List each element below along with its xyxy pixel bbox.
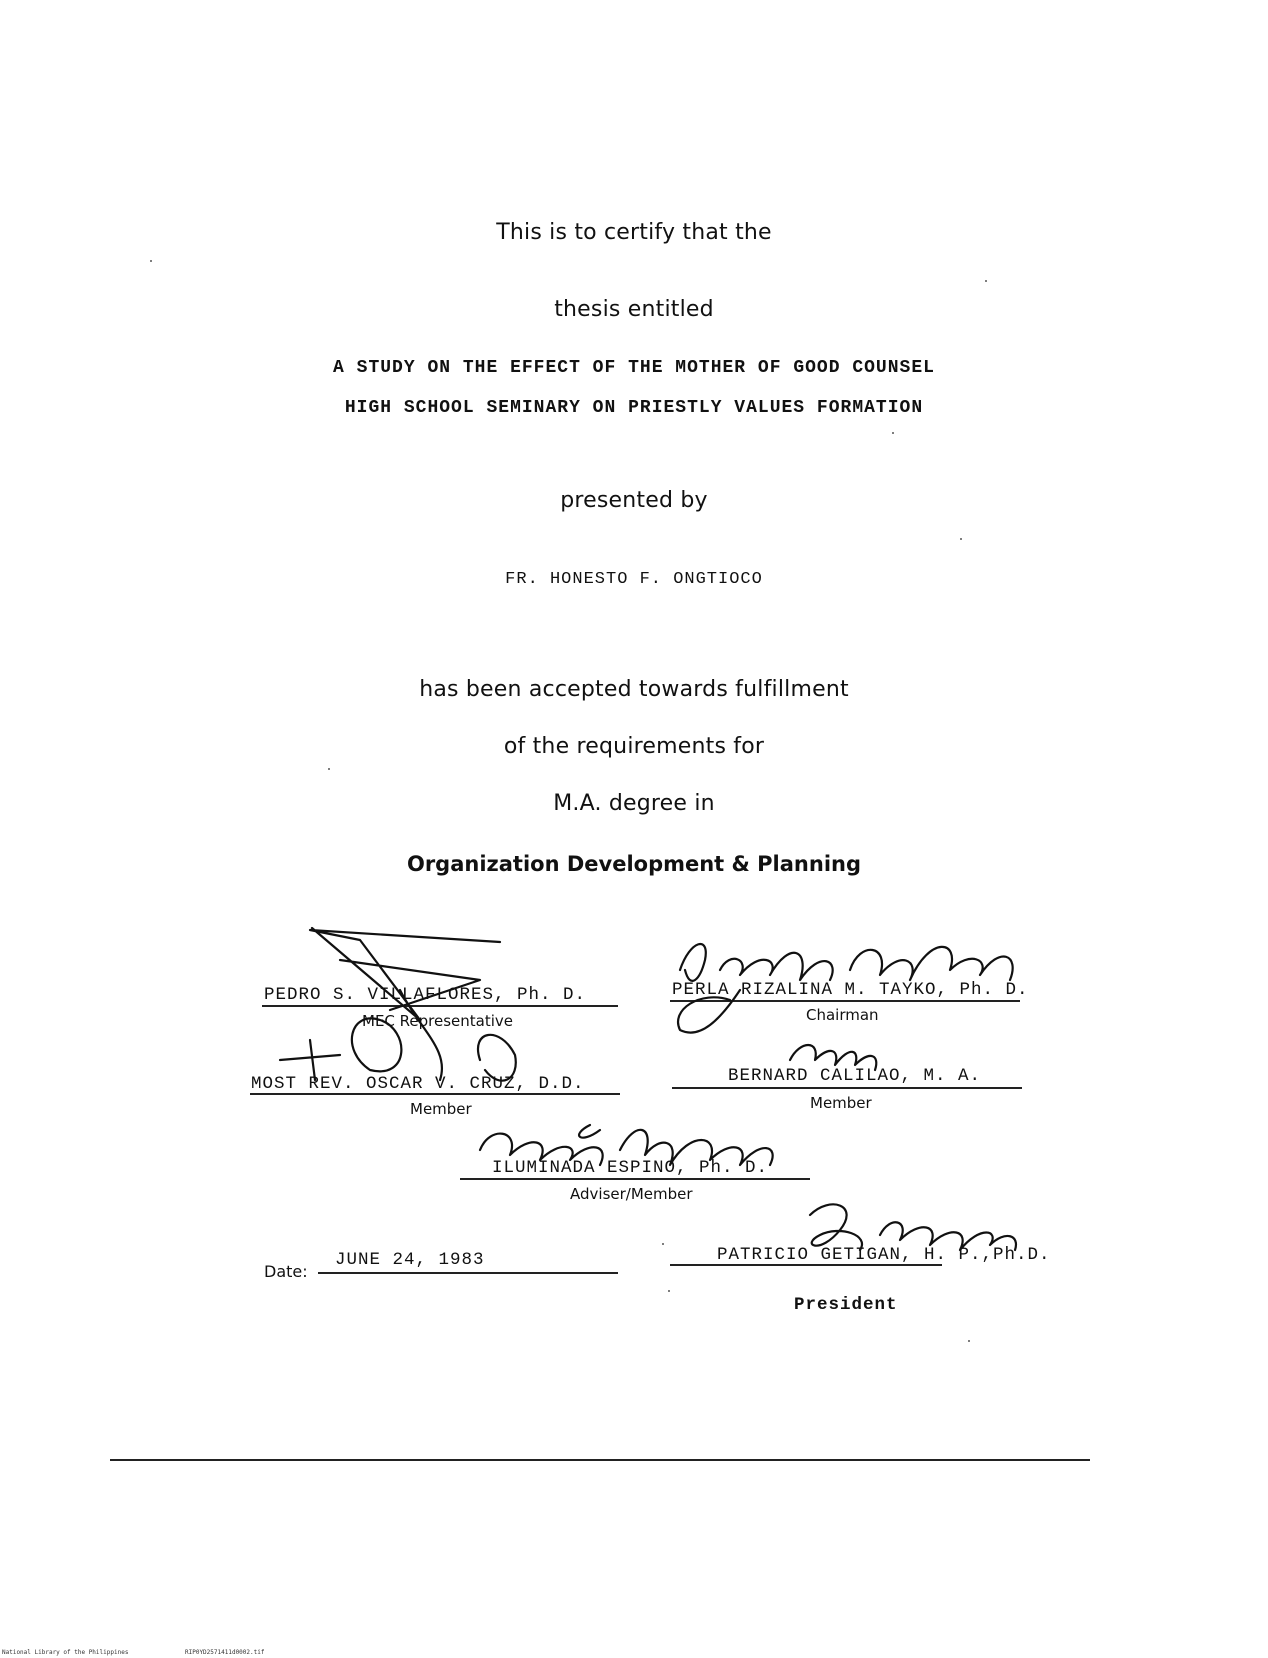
author-name: FR. HONESTO F. ONGTIOCO [505,570,763,589]
scan-speck [328,768,330,770]
degree-text: M.A. degree in [553,791,715,816]
signatory-role-member-2: Member [810,1094,872,1112]
date-line [318,1272,618,1274]
presented-by-text: presented by [560,488,708,513]
date-value: JUNE 24, 1983 [335,1250,485,1270]
signatory-name-adviser: ILUMINADA ESPINO, Ph. D. [492,1158,769,1178]
requirements-text: of the requirements for [503,734,765,759]
signatory-name-member-1: MOST REV. OSCAR V. CRUZ, D.D. [251,1074,585,1094]
scan-speck [668,1290,670,1292]
signatory-role-president: President [794,1295,898,1315]
footer-file-mark: RIP0YD2571411d0002.tif [185,1649,265,1656]
signatory-name-president: PATRICIO GETIGAN, H. P.,Ph.D. [717,1245,1051,1265]
signatory-role-chairman: Chairman [806,1006,879,1024]
scan-speck [968,1340,970,1342]
scan-speck [662,1243,664,1245]
program-name: Organization Development & Planning [406,852,862,876]
signatory-role-member-1: Member [410,1100,472,1118]
signature-president-scribble [790,1195,1030,1275]
intro-text: This is to certify that the [496,220,772,245]
accepted-text: has been accepted towards fulfillment [419,677,849,702]
signatory-role-adviser: Adviser/Member [570,1185,693,1203]
scan-speck [985,280,987,282]
scan-speck [150,260,152,262]
signatory-role-mec: MEC Representative [362,1012,514,1030]
signatory-name-chairman: PERLA RIZALINA M. TAYKO, Ph. D. [672,980,1029,1000]
scan-speck [960,538,962,540]
scan-speck [892,432,894,434]
thesis-title-line-1: A STUDY ON THE EFFECT OF THE MOTHER OF GOOD COUNSEL [333,358,935,378]
bottom-rule [110,1459,1090,1461]
signature-chairman-scribble [660,930,1060,1040]
thesis-title-line-2: HIGH SCHOOL SEMINARY ON PRIESTLY VALUES FORMATION [344,398,924,418]
signature-mec-scribble [300,920,640,1120]
signature-adviser-scribble [470,1110,800,1180]
signature-member-2-scribble [780,1030,900,1090]
thesis-entitled-text: thesis entitled [554,297,714,322]
footer-library-mark: National Library of the Philippines [2,1649,129,1656]
signatory-name-mec: PEDRO S. VILLAFLORES, Ph. D. [264,985,587,1005]
signatory-name-member-2: BERNARD CALILAO, M. A. [728,1066,982,1086]
date-label: Date: [264,1262,308,1281]
